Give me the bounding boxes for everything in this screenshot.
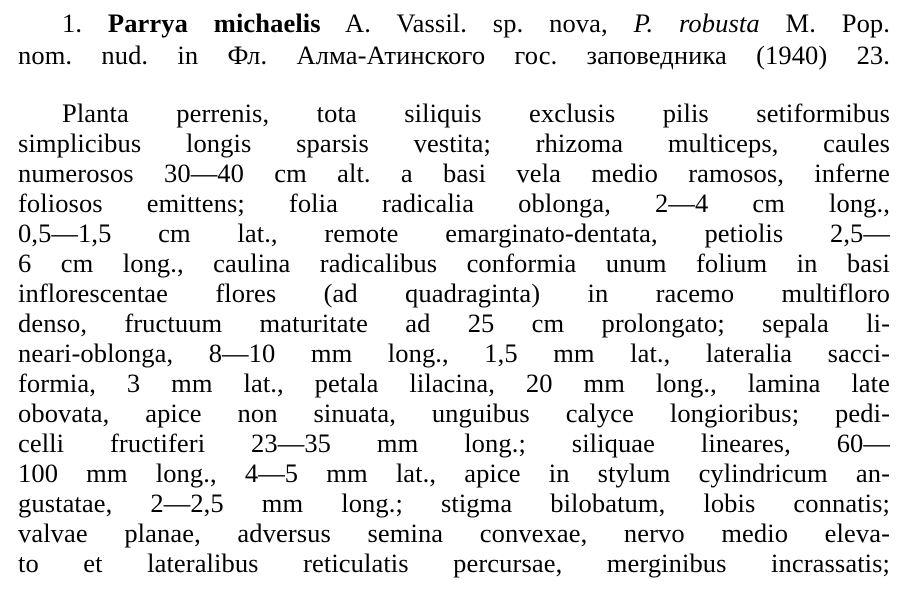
genus-name: Parrya	[107, 8, 188, 38]
synonym-name: P. robusta	[633, 8, 760, 38]
heading-line-2: nom. nud. in Фл. Алма-Атинского гос. заповедника (1940) 23.	[18, 40, 890, 70]
description-line: gustatae, 2—2,5 mm long.; stigma bilobatum, lobis connatis;	[18, 488, 890, 518]
description-line: valvae planae, adversus semina convexae, nervo medio eleva-	[18, 518, 890, 548]
description-text: inflorescentae flores (ad quadraginta) in racemo multifloro	[18, 278, 890, 308]
species-epithet: michaelis	[213, 8, 321, 38]
description-line: numerosos 30—40 cm alt. a basi vela medio ramosos, inferne	[18, 158, 890, 188]
description-line: obovata, apice non sinuata, unguibus calyce longioribus; pedi-	[18, 398, 890, 428]
heading-line-1	[62, 8, 890, 38]
description-line: simplicibus longis sparsis vestita; rhizoma multiceps, caules	[18, 128, 890, 158]
synonym-author: M. Pop.	[785, 8, 890, 38]
description-line: foliosos emittens; folia radicalia oblonga, 2—4 cm long.,	[18, 188, 890, 218]
description-line: celli fructiferi 23—35 mm long.; siliquae lineares, 60—	[18, 428, 890, 458]
species-author: A. Vassil. sp. nova,	[345, 8, 608, 38]
description-line: denso, fructuum maturitate ad 25 cm prolongato; sepala li-	[18, 308, 890, 338]
description-line: Planta perrenis, tota siliquis exclusis pilis setiformibus	[62, 98, 890, 128]
description-line: 6 cm long., caulina radicalibus conformia unum folium in basi	[18, 248, 890, 278]
description-line: to et lateralibus reticulatis percursae, merginibus incrassatis;	[18, 548, 890, 578]
description-line	[18, 278, 890, 308]
species-number: 1.	[62, 8, 83, 38]
description-line: formia, 3 mm lat., petala lilacina, 20 mm long., lamina late	[18, 368, 890, 398]
description-line: 100 mm long., 4—5 mm lat., apice in stylum cylindricum an-	[18, 458, 890, 488]
description-line: 0,5—1,5 cm lat., remote emarginato-dentata, petiolis 2,5—	[18, 218, 890, 248]
description-line: neari-oblonga, 8—10 mm long., 1,5 mm lat., lateralia sacci-	[18, 338, 890, 368]
